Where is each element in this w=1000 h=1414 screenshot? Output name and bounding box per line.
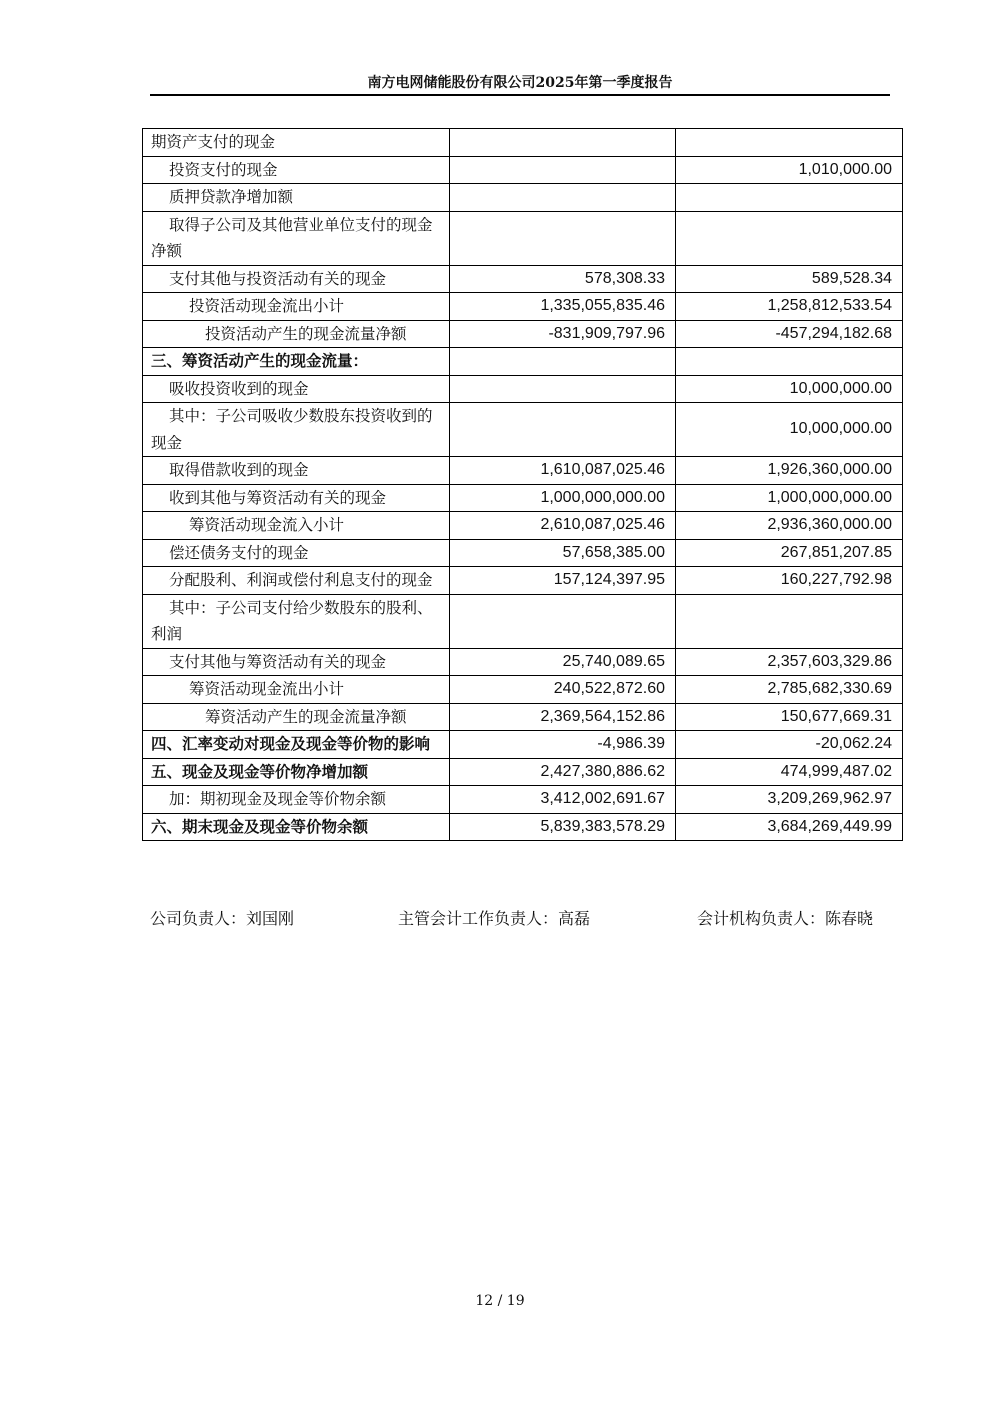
row-label: 筹资活动现金流出小计 [143, 676, 450, 704]
current-period-value: 5,839,383,578.29 [450, 813, 676, 841]
current-period-value [450, 211, 676, 265]
table-row [143, 484, 903, 512]
table-row [143, 156, 903, 184]
row-label: 投资活动产生的现金流量净额 [143, 320, 450, 348]
current-period-value [450, 594, 676, 648]
previous-period-value: -457,294,182.68 [676, 320, 903, 348]
row-label: 吸收投资收到的现金 [143, 375, 450, 403]
row-label: 分配股利、利润或偿付利息支付的现金 [143, 567, 450, 595]
previous-period-value: 10,000,000.00 [676, 403, 903, 457]
table-row [143, 758, 903, 786]
table-row [143, 375, 903, 403]
table-row [143, 293, 903, 321]
table-row [143, 211, 903, 265]
table-row [143, 703, 903, 731]
previous-period-value [676, 594, 903, 648]
table-row [143, 348, 903, 376]
current-period-value [450, 129, 676, 157]
table-row [143, 129, 903, 157]
table-row [143, 813, 903, 841]
section-heading: 三、筹资活动产生的现金流量： [143, 348, 450, 376]
previous-period-value: 1,258,812,533.54 [676, 293, 903, 321]
row-label: 筹资活动现金流入小计 [143, 512, 450, 540]
row-label: 筹资活动产生的现金流量净额 [143, 703, 450, 731]
previous-period-value: 589,528.34 [676, 265, 903, 293]
table-row [143, 539, 903, 567]
row-label: 投资活动现金流出小计 [143, 293, 450, 321]
current-period-value: 578,308.33 [450, 265, 676, 293]
row-label: 其中：子公司支付给少数股东的股利、利润 [143, 594, 450, 648]
previous-period-value: 150,677,669.31 [676, 703, 903, 731]
current-period-value: 1,610,087,025.46 [450, 457, 676, 485]
previous-period-value: -20,062.24 [676, 731, 903, 759]
table-row [143, 457, 903, 485]
previous-period-value [676, 211, 903, 265]
current-period-value: 2,610,087,025.46 [450, 512, 676, 540]
current-period-value [450, 184, 676, 212]
previous-period-value: 1,000,000,000.00 [676, 484, 903, 512]
current-period-value: 157,124,397.95 [450, 567, 676, 595]
report-header: 南方电网储能股份有限公司2025年第一季度报告 [150, 72, 890, 96]
cash-flow-table [142, 128, 903, 841]
row-label: 偿还债务支付的现金 [143, 539, 450, 567]
previous-period-value: 160,227,792.98 [676, 567, 903, 595]
accounting-head-signature: 主管会计工作负责人：高磊 [398, 909, 591, 928]
table-row [143, 731, 903, 759]
current-period-value: 1,000,000,000.00 [450, 484, 676, 512]
table-row [143, 594, 903, 648]
current-period-value [450, 348, 676, 376]
row-label: 取得借款收到的现金 [143, 457, 450, 485]
previous-period-value: 3,684,269,449.99 [676, 813, 903, 841]
table-row [143, 512, 903, 540]
previous-period-value: 10,000,000.00 [676, 375, 903, 403]
table-row [143, 567, 903, 595]
previous-period-value [676, 348, 903, 376]
current-period-value: -4,986.39 [450, 731, 676, 759]
current-period-value: 240,522,872.60 [450, 676, 676, 704]
row-label: 其中：子公司吸收少数股东投资收到的现金 [143, 403, 450, 457]
accounting-org-head-signature: 会计机构负责人：陈春晓 [697, 909, 874, 928]
current-period-value [450, 156, 676, 184]
table-row [143, 184, 903, 212]
previous-period-value: 2,936,360,000.00 [676, 512, 903, 540]
row-label: 期资产支付的现金 [143, 129, 450, 157]
previous-period-value: 267,851,207.85 [676, 539, 903, 567]
current-period-value: 3,412,002,691.67 [450, 786, 676, 814]
current-period-value: -831,909,797.96 [450, 320, 676, 348]
current-period-value: 25,740,089.65 [450, 648, 676, 676]
company-head-signature: 公司负责人：刘国刚 [150, 909, 295, 928]
previous-period-value: 474,999,487.02 [676, 758, 903, 786]
previous-period-value: 2,357,603,329.86 [676, 648, 903, 676]
previous-period-value [676, 184, 903, 212]
row-label: 投资支付的现金 [143, 156, 450, 184]
row-label: 支付其他与筹资活动有关的现金 [143, 648, 450, 676]
current-period-value: 57,658,385.00 [450, 539, 676, 567]
current-period-value: 2,427,380,886.62 [450, 758, 676, 786]
table-row [143, 786, 903, 814]
previous-period-value: 3,209,269,962.97 [676, 786, 903, 814]
row-label: 加：期初现金及现金等价物余额 [143, 786, 450, 814]
section-heading: 五、现金及现金等价物净增加额 [143, 758, 450, 786]
current-period-value [450, 375, 676, 403]
section-heading: 四、汇率变动对现金及现金等价物的影响 [143, 731, 450, 759]
row-label: 质押贷款净增加额 [143, 184, 450, 212]
current-period-value: 2,369,564,152.86 [450, 703, 676, 731]
row-label: 支付其他与投资活动有关的现金 [143, 265, 450, 293]
table-row [143, 265, 903, 293]
row-label: 取得子公司及其他营业单位支付的现金净额 [143, 211, 450, 265]
current-period-value [450, 403, 676, 457]
table-row [143, 403, 903, 457]
page-number: 12 / 19 [475, 1293, 525, 1309]
row-label: 收到其他与筹资活动有关的现金 [143, 484, 450, 512]
current-period-value: 1,335,055,835.46 [450, 293, 676, 321]
previous-period-value: 1,926,360,000.00 [676, 457, 903, 485]
previous-period-value: 1,010,000.00 [676, 156, 903, 184]
previous-period-value: 2,785,682,330.69 [676, 676, 903, 704]
previous-period-value [676, 129, 903, 157]
table-row [143, 648, 903, 676]
table-row [143, 320, 903, 348]
section-heading: 六、期末现金及现金等价物余额 [143, 813, 450, 841]
table-row [143, 676, 903, 704]
